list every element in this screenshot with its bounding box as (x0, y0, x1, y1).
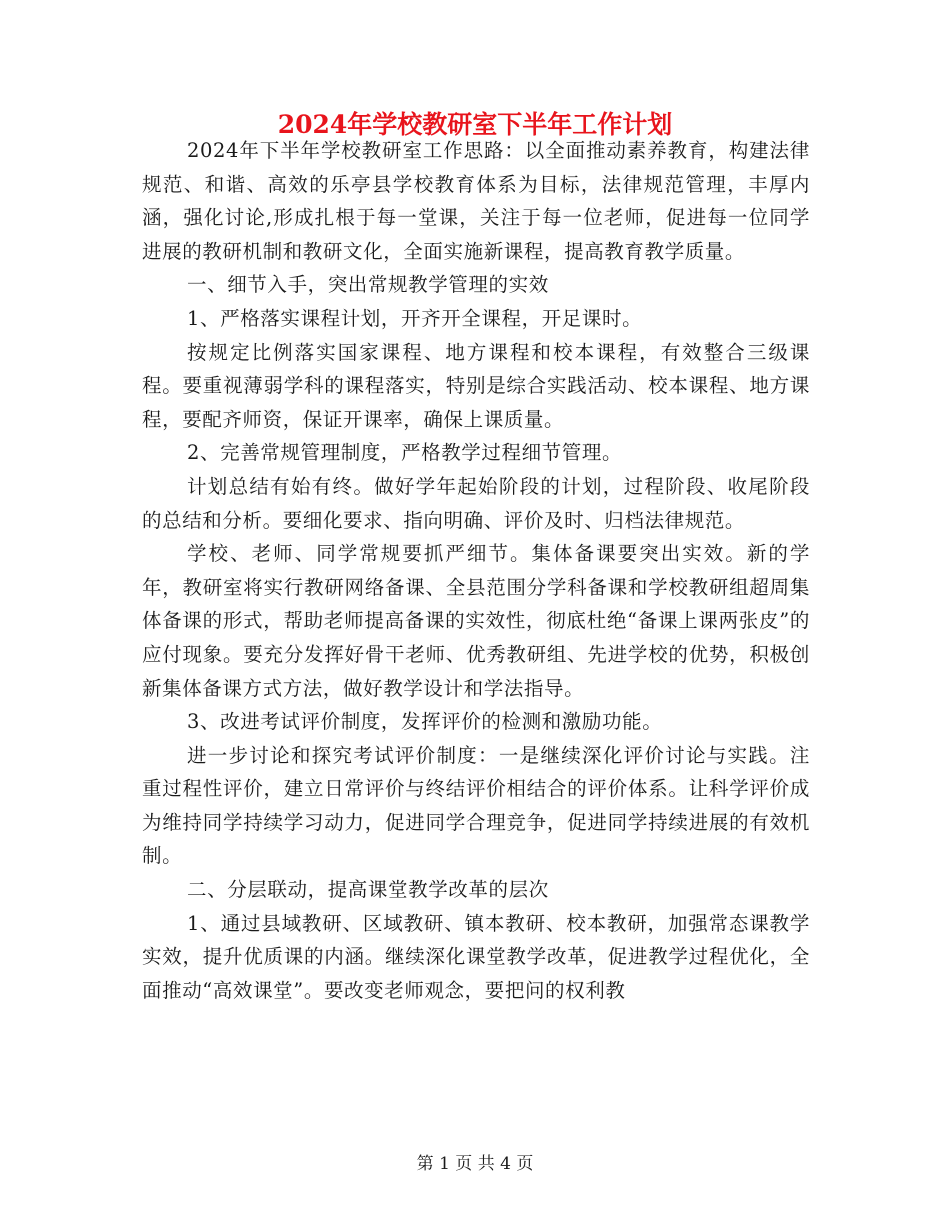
paragraph-1-2a: 计划总结有始有终。做好学年起始阶段的计划，过程阶段、收尾阶段的总结和分析。要细化要求、指向明确、评价及时、归档法律规范。 (142, 474, 810, 532)
section-heading-1: 一、细节入手，突出常规教学管理的实效 (187, 273, 549, 297)
subheading-1-2: 2、完善常规管理制度，严格教学过程细节管理。 (187, 441, 623, 465)
paragraph-1-3: 进一步讨论和探究考试评价制度：一是继续深化评价讨论与实践。注重过程性评价，建立日常评价与终结评价相结合的评价体系。让科学评价成为维持同学持续学习动力，促进同学合理竞争，促进同学持续进展的有效机制。 (142, 743, 810, 868)
paragraph-1-2b: 学校、老师、同学常规要抓严细节。集体备课要突出实效。新的学年，教研室将实行教研网络备课、全县范围分学科备课和学校教研组超周集体备课的形式，帮助老师提高备课的实效性，彻底杜绝“备课上课两张皮”的应付现象。要充分发挥好骨干老师、优秀教研组、先进学校的优势，积极创新集体备课方式方法，做好教学设计和学法指导。 (142, 542, 810, 700)
paragraph-intro: 2024年下半年学校教研室工作思路：以全面推动素养教育，构建法律规范、和谐、高效的乐亭县学校教育体系为目标，法律规范管理，丰厚内涵，强化讨论,形成扎根于每一堂课，关注于每一位老师，促进每一位同学进展的教研机制和教研文化，全面实施新课程，提高教育教学质量。 (142, 139, 810, 263)
paragraph-1-1: 按规定比例落实国家课程、地方课程和校本课程，有效整合三级课程。要重视薄弱学科的课程落实，特别是综合实践活动、校本课程、地方课程，要配齐师资，保证开课率，确保上课质量。 (142, 340, 810, 431)
subheading-1-1: 1、严格落实课程计划，开齐开全课程，开足课时。 (187, 306, 643, 330)
document-body (142, 134, 810, 1007)
page-number-footer: 第 1 页 共 4 页 (416, 1154, 534, 1174)
document-title: 2024年学校教研室下半年工作计划 (277, 110, 673, 139)
section-heading-2: 二、分层联动，提高课堂教学改革的层次 (187, 878, 549, 902)
paragraph-2-1: 1、通过县域教研、区域教研、镇本教研、校本教研，加强常态课教学实效，提升优质课的内涵。继续深化课堂教学改革，促进教学过程优化，全面推动“高效课堂”。要改变老师观念，要把问的权利教 (142, 911, 810, 1002)
subheading-1-3: 3、改进考试评价制度，发挥评价的检测和激励功能。 (187, 710, 663, 734)
